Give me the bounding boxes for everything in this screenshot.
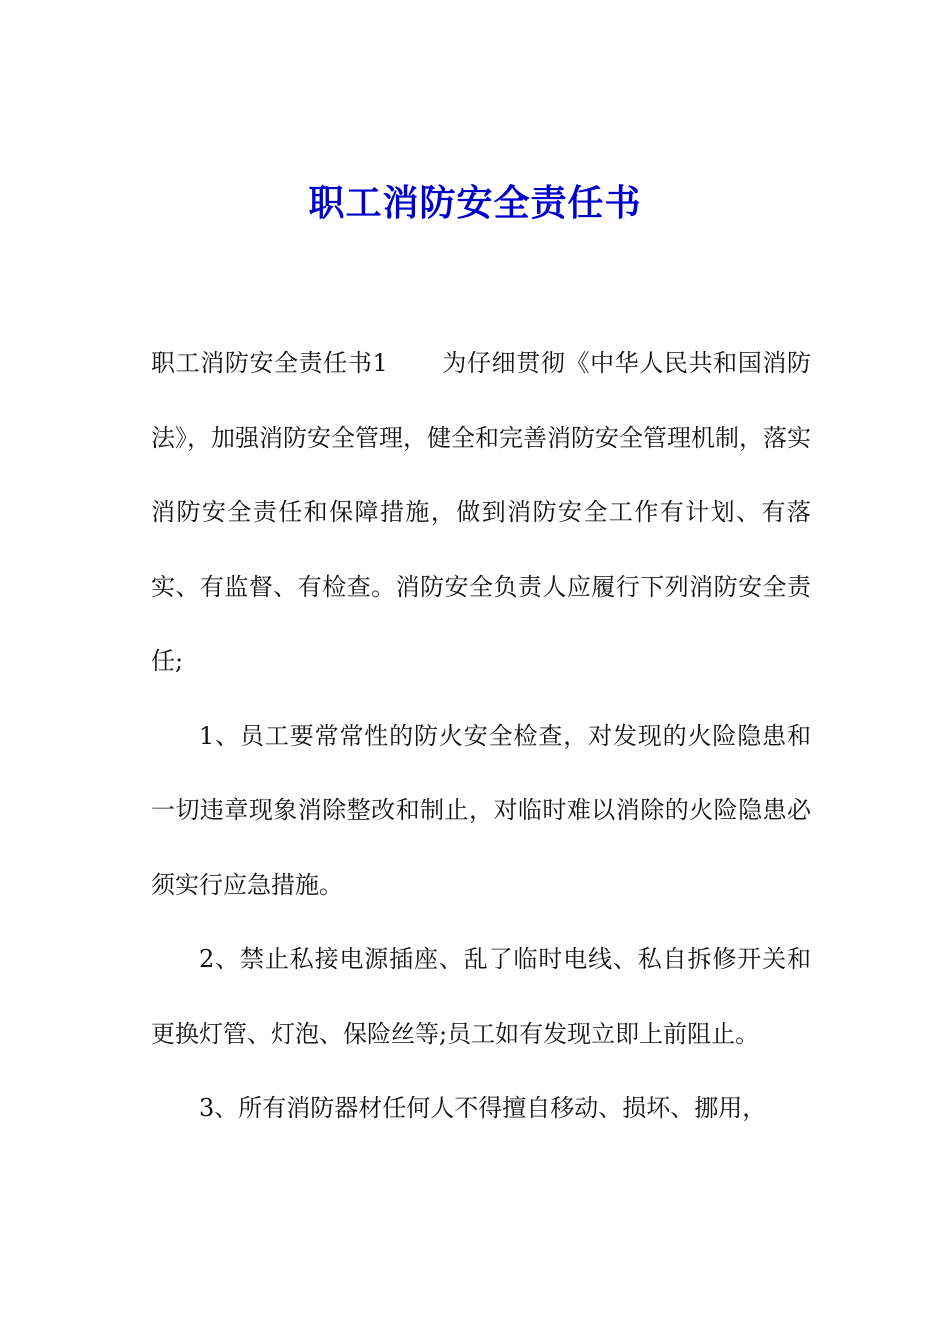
document-title: 职工消防安全责任书	[308, 182, 642, 224]
intro-heading: 职工消防安全责任书1	[151, 349, 388, 377]
intro-paragraph	[151, 326, 811, 699]
list-item-1: 1、员工要常常性的防火安全检查，对发现的火险隐患和一切违章现象消除整改和制止，对临时难以消除的火险隐患必须实行应急措施。	[151, 721, 811, 899]
list-item-2: 2、禁止私接电源插座、乱了临时电线、私自拆修开关和更换灯管、灯泡、保险丝等;员工如有发现立即上前阻止。	[151, 945, 811, 1048]
document-body	[151, 326, 811, 1146]
list-item-3: 3、所有消防器材任何人不得擅自移动、损坏、挪用，	[199, 1094, 767, 1122]
intro-text: 为仔细贯彻《中华人民共和国消防法》，加强消防安全管理，健全和完善消防安全管理机制，落实消防安全责任和保障措施，做到消防安全工作有计划、有落实、有监督、有检查。消防安全负责人应履行下列消防安全责任;	[151, 349, 811, 675]
